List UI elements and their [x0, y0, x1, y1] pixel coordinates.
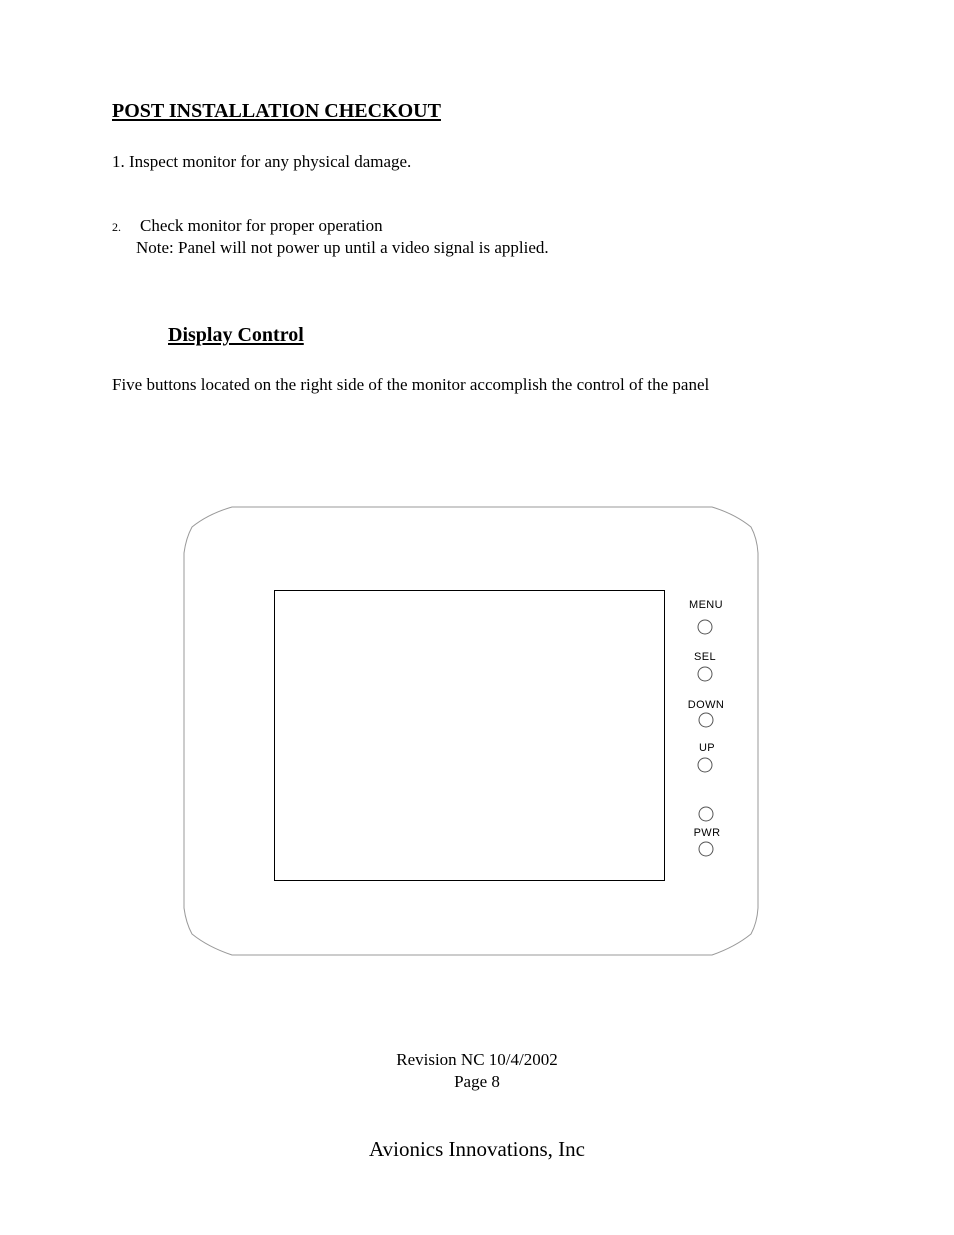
- footer-company: Avionics Innovations, Inc: [369, 1137, 585, 1161]
- section-title: POST INSTALLATION CHECKOUT: [112, 100, 441, 122]
- step-2-text: Check monitor for proper operation: [140, 216, 383, 235]
- menu-button: [698, 620, 712, 634]
- down-button: [699, 713, 713, 727]
- down-button-label: DOWN: [687, 699, 725, 711]
- step-2-note: Note: Panel will not power up until a video signal is applied.: [136, 238, 549, 257]
- pwr-button-label: PWR: [693, 827, 721, 839]
- monitor-screen: [275, 591, 665, 881]
- display-control-intro: Five buttons located on the right side of the monitor accomplish the control of the panel: [112, 375, 710, 394]
- step-1-text: 1. Inspect monitor for any physical damage.: [112, 152, 412, 171]
- extra-button: [699, 842, 713, 856]
- up-button-label: UP: [698, 742, 716, 754]
- pwr-button: [699, 807, 713, 821]
- step-2-number: 2.: [112, 220, 121, 234]
- footer-page-number: Page 8: [454, 1072, 500, 1091]
- footer-revision: Revision NC 10/4/2002: [396, 1050, 558, 1069]
- menu-button-label: MENU: [689, 599, 723, 611]
- sel-button: [698, 667, 712, 681]
- display-control-title: Display Control: [168, 324, 304, 346]
- sel-button-label: SEL: [694, 651, 716, 663]
- up-button: [698, 758, 712, 772]
